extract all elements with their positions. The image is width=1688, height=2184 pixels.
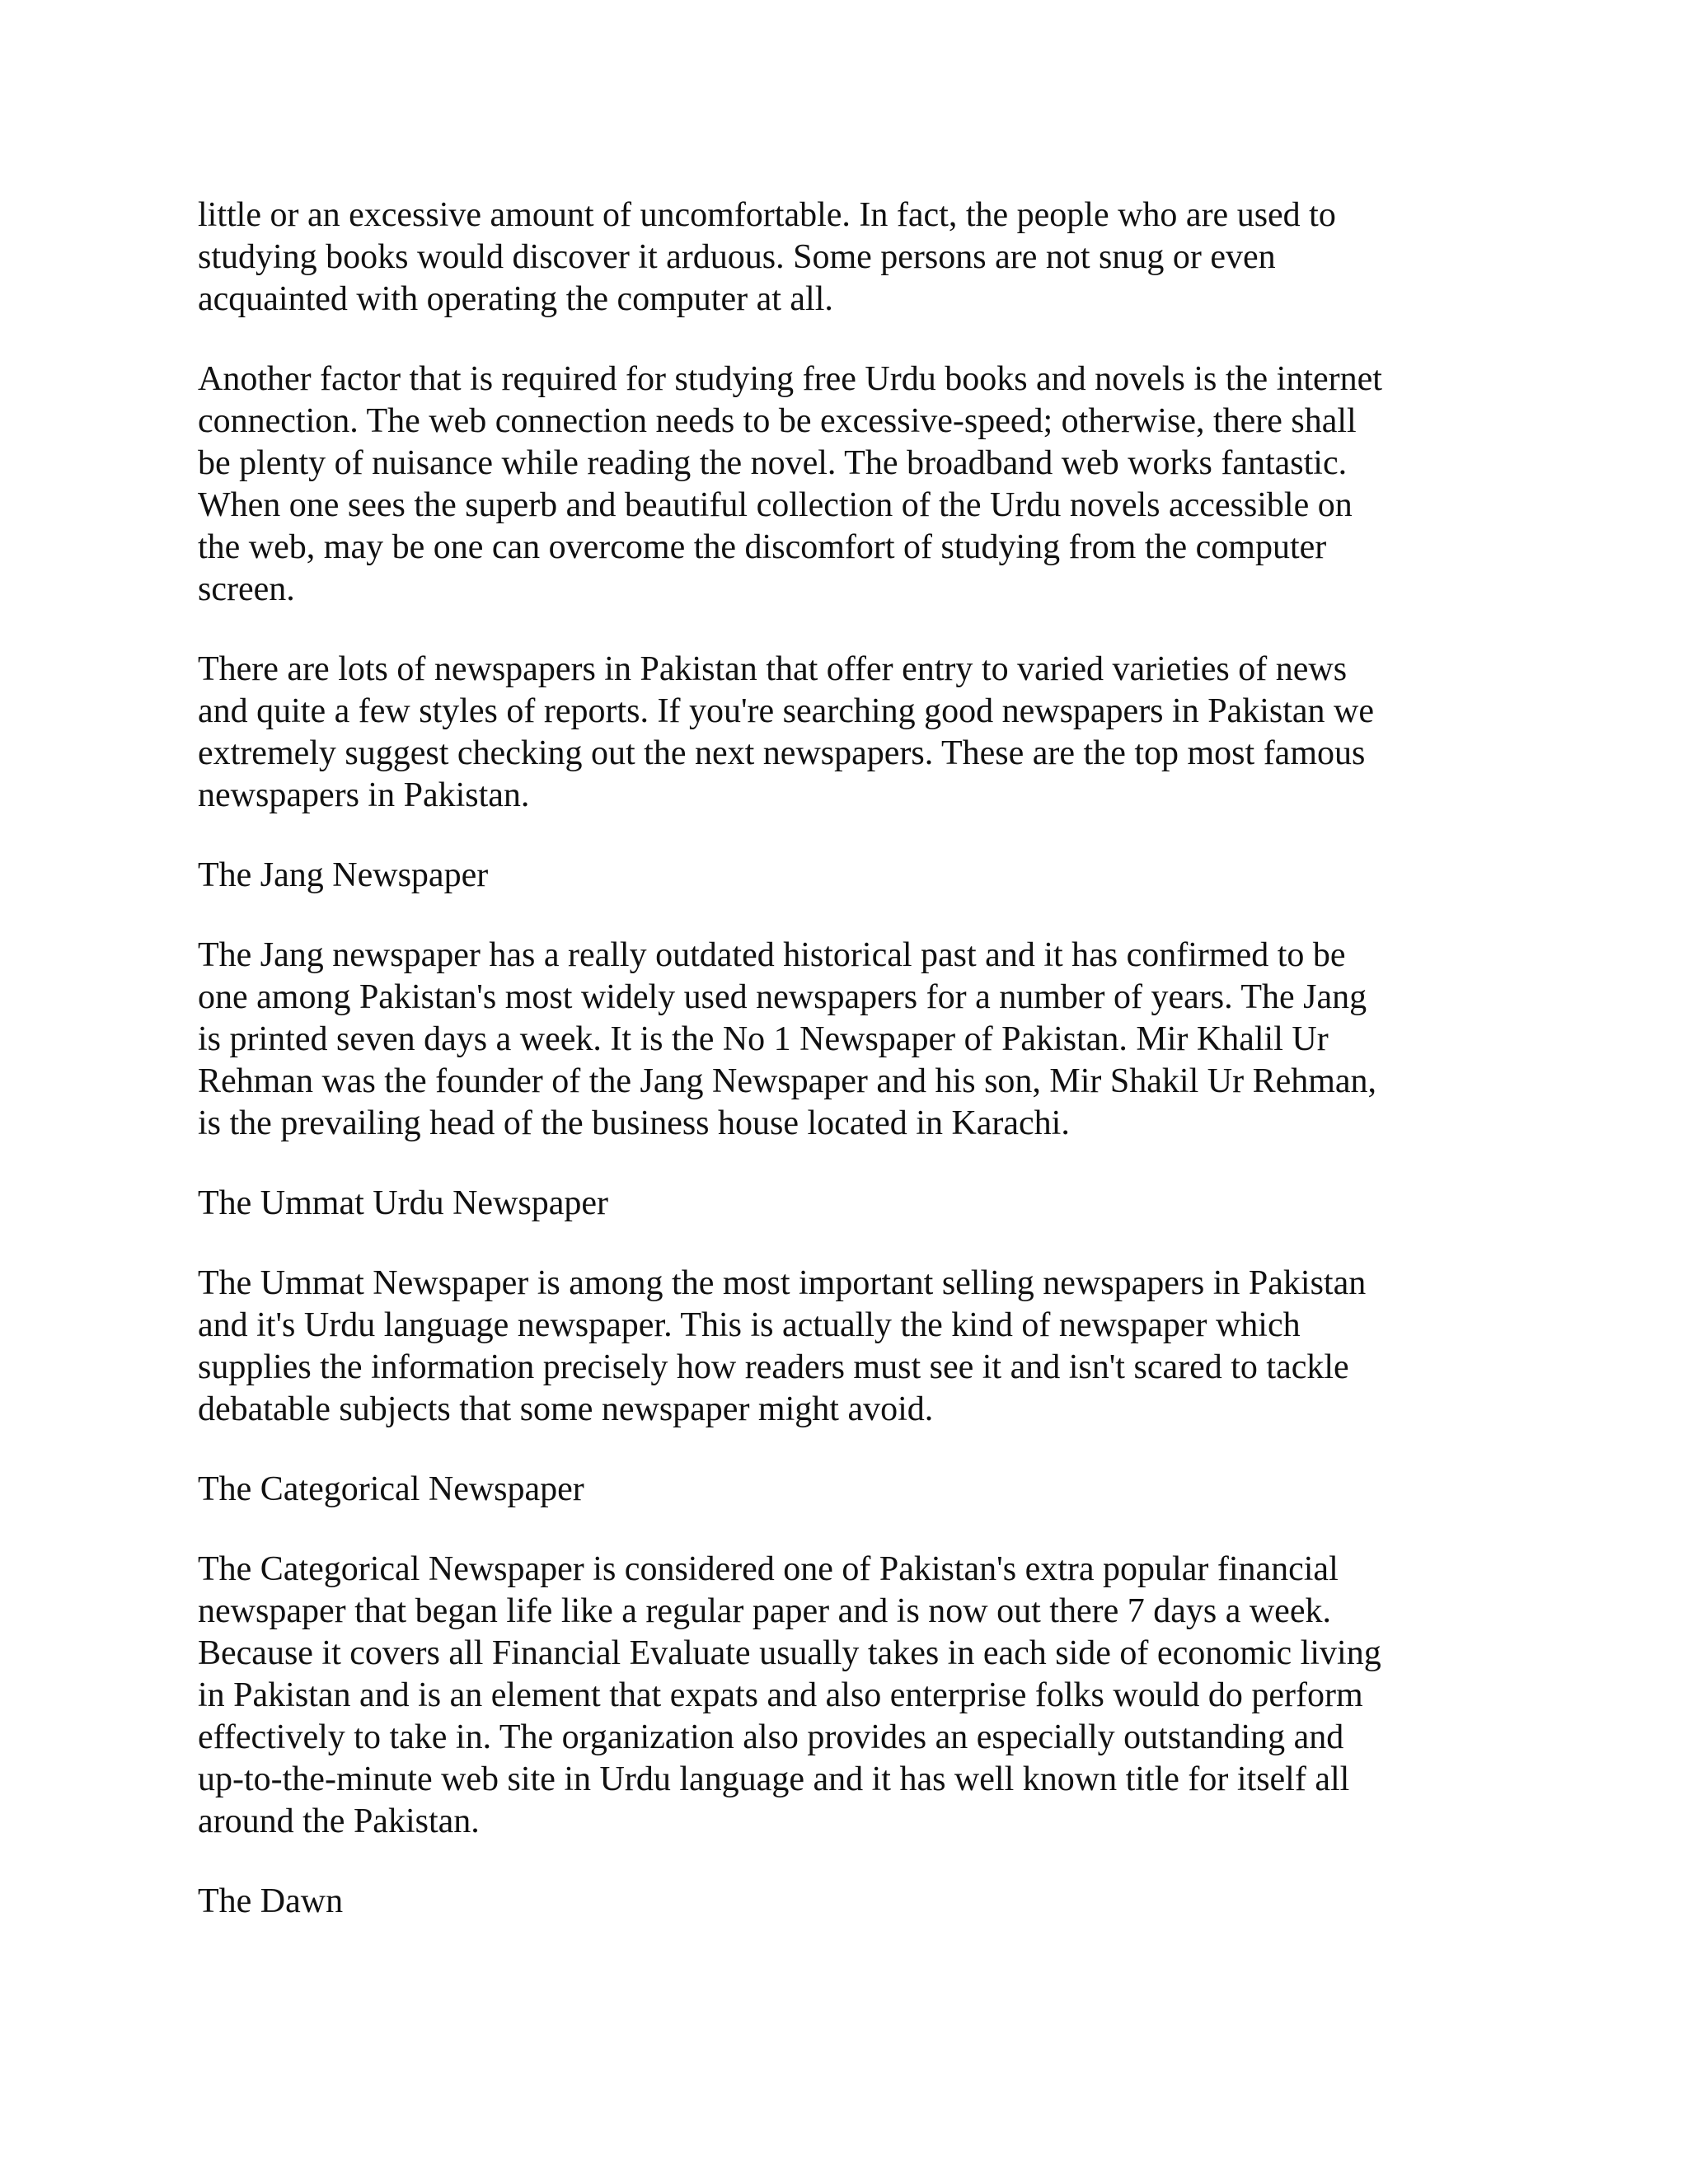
text-line: newspapers in Pakistan.	[198, 776, 530, 814]
heading-dawn	[198, 1881, 1500, 1923]
heading-categorical-newspaper	[198, 1469, 1500, 1511]
text-line: around the Pakistan.	[198, 1802, 480, 1840]
text-line: debatable subjects that some newspaper might avoid.	[198, 1390, 934, 1428]
text-line: Because it covers all Financial Evaluate usually takes in each side of economic living	[198, 1634, 1381, 1672]
heading-jang-newspaper	[198, 855, 1500, 897]
text-line: is printed seven days a week. It is the No 1 Newspaper of Pakistan. Mir Khalil Ur	[198, 1020, 1329, 1058]
text-line: The Ummat Newspaper is among the most important selling newspapers in Pakistan	[198, 1264, 1367, 1302]
text-line: acquainted with operating the computer at all.	[198, 280, 833, 318]
text-line: little or an excessive amount of uncomfortable. In fact, the people who are used to	[198, 196, 1336, 234]
document-body	[198, 194, 1500, 1961]
text-line: effectively to take in. The organization also provides an especially outstanding and	[198, 1718, 1344, 1756]
text-line: There are lots of newspapers in Pakistan that offer entry to varied varieties of news	[198, 650, 1348, 688]
text-line: and quite a few styles of reports. If you're searching good newspapers in Pakistan we	[198, 692, 1374, 730]
text-line: newspaper that began life like a regular paper and is now out there 7 days a week.	[198, 1592, 1331, 1630]
text-line: The Categorical Newspaper is considered one of Pakistan's extra popular financial	[198, 1550, 1339, 1588]
heading-text: The Categorical Newspaper	[198, 1470, 584, 1508]
text-line: is the prevailing head of the business house located in Karachi.	[198, 1104, 1070, 1142]
heading-text: The Jang Newspaper	[198, 856, 489, 894]
text-line: up-to-the-minute web site in Urdu language and it has well known title for itself all	[198, 1760, 1350, 1798]
paragraph-categorical-newspaper	[198, 1549, 1500, 1843]
text-line: supplies the information precisely how readers must see it and isn't scared to tackle	[198, 1348, 1349, 1386]
text-line: be plenty of nuisance while reading the novel. The broadband web works fantastic.	[198, 444, 1348, 482]
text-line: screen.	[198, 570, 295, 608]
text-line: and it's Urdu language newspaper. This is actually the kind of newspaper which	[198, 1306, 1301, 1344]
heading-text: The Dawn	[198, 1882, 344, 1920]
paragraph-internet-connection	[198, 359, 1500, 611]
text-line: Rehman was the founder of the Jang Newspaper and his son, Mir Shakil Ur Rehman,	[198, 1062, 1377, 1100]
paragraph-newspapers-intro	[198, 649, 1500, 817]
text-line: in Pakistan and is an element that expats and also enterprise folks would do perform	[198, 1676, 1363, 1714]
text-line: When one sees the superb and beautiful collection of the Urdu novels accessible on	[198, 486, 1353, 524]
text-line: extremely suggest checking out the next newspapers. These are the top most famous	[198, 734, 1366, 772]
paragraph-intro-discomfort	[198, 194, 1500, 321]
text-line: The Jang newspaper has a really outdated historical past and it has confirmed to be	[198, 936, 1346, 974]
heading-text: The Ummat Urdu Newspaper	[198, 1184, 609, 1222]
text-line: connection. The web connection needs to be excessive-speed; otherwise, there shall	[198, 402, 1357, 440]
text-line: Another factor that is required for studying free Urdu books and novels is the internet	[198, 360, 1382, 398]
text-line: one among Pakistan's most widely used newspapers for a number of years. The Jang	[198, 978, 1367, 1016]
paragraph-ummat-newspaper	[198, 1263, 1500, 1431]
text-line: the web, may be one can overcome the discomfort of studying from the computer	[198, 528, 1327, 566]
heading-ummat-newspaper	[198, 1183, 1500, 1225]
text-line: studying books would discover it arduous. Some persons are not snug or even	[198, 238, 1276, 276]
paragraph-jang-newspaper	[198, 935, 1500, 1145]
